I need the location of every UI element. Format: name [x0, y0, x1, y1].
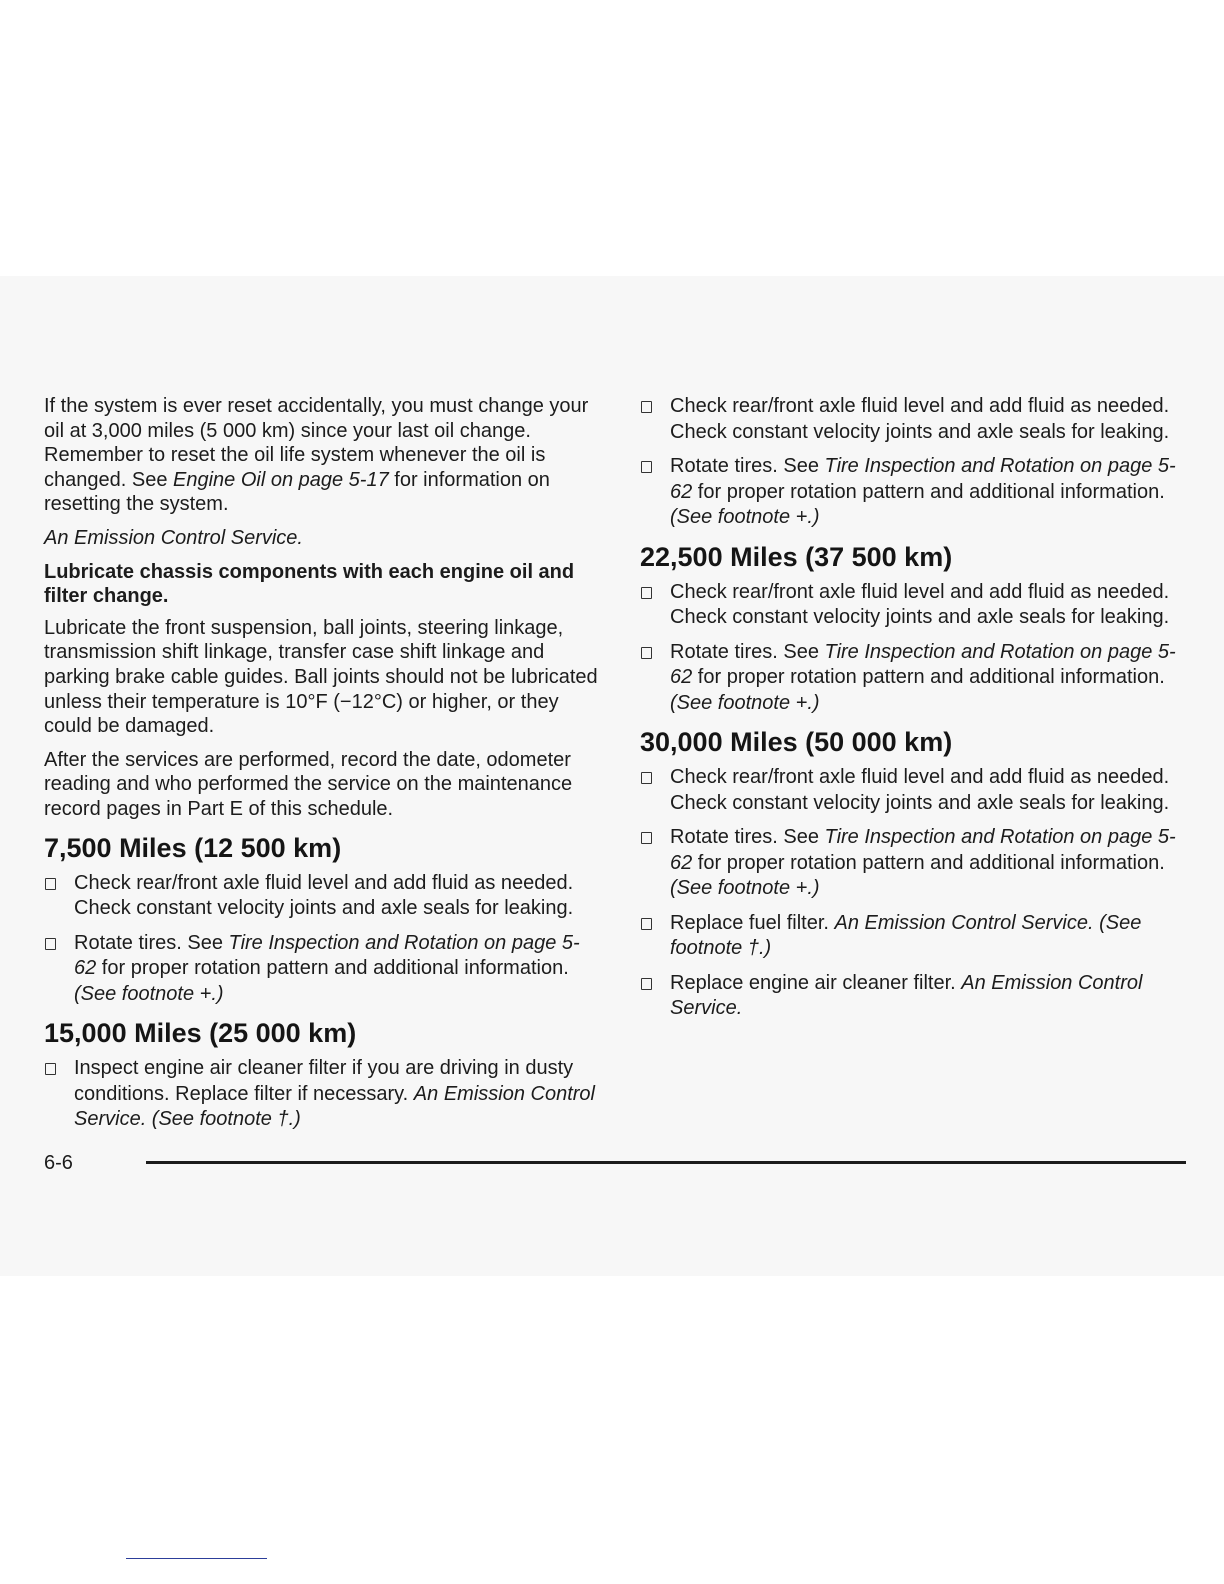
tire-rotation-reference[interactable]: Tire Inspection and Rotation on page 5-62 [670, 826, 1176, 874]
lubricate-heading: Lubricate chassis components with each engine oil and filter change. [44, 560, 575, 608]
checklist-item: Check rear/front axle fluid level and add fluid as needed. Check constant velocity joints and axle seals for leaking. [640, 394, 1188, 445]
engine-oil-reference[interactable]: Engine Oil on page 5-17 [173, 468, 389, 491]
checklist-item: Check rear/front axle fluid level and add fluid as needed. Check constant velocity joints and axle seals for leaking. [640, 580, 1188, 631]
checklist-item: Rotate tires. See Tire Inspection and Rotation on page 5-62 for proper rotation pattern and additional information. (See footnote +.) [640, 454, 1188, 531]
checkbox-icon [45, 1063, 56, 1075]
emission-service-note: An Emission Control Service. (See footnote †.) [74, 1082, 595, 1130]
heading-30000-miles: 30,000 Miles (50 000 km) [640, 727, 953, 757]
checkbox-icon [641, 461, 652, 473]
checklist-item: Inspect engine air cleaner filter if you are driving in dusty conditions. Replace filter if necessary. An Emission Control Service. (See footnote †.) [44, 1056, 600, 1133]
heading-22500-miles: 22,500 Miles (37 500 km) [640, 541, 953, 572]
checklist-item: Rotate tires. See Tire Inspection and Rotation on page 5-62 for proper rotation pattern and additional information. (See footnote +.) [640, 640, 1188, 717]
checkbox-icon [641, 647, 652, 659]
tire-rotation-reference[interactable]: Tire Inspection and Rotation on page 5-62 [670, 640, 1176, 688]
checklist-item: Rotate tires. See Tire Inspection and Rotation on page 5-62 for proper rotation pattern and additional information. (See footnote +.) [44, 931, 600, 1008]
heading-15000-miles: 15,000 Miles (25 000 km) [44, 1018, 357, 1048]
checkbox-icon [641, 587, 652, 599]
emission-service-note: An Emission Control Service. [670, 971, 1143, 1019]
tire-rotation-reference[interactable]: Tire Inspection and Rotation on page 5-62 [670, 455, 1176, 503]
left-column [44, 394, 600, 1142]
footer-divider [146, 1161, 1186, 1164]
footnote-reference: (See footnote +.) [670, 877, 820, 899]
checklist-item: Check rear/front axle fluid level and add fluid as needed. Check constant velocity joints and axle seals for leaking. [44, 871, 600, 922]
footnote-reference: (See footnote +.) [670, 691, 820, 714]
intro-paragraph: If the system is ever reset accidentally, you must change your oil at 3,000 miles (5 000 km) since your last oil change. Remember to reset the oil life system whenever the oil is changed. See Engine Oil on page 5-17 for information on resetting the system. [44, 395, 589, 516]
tire-rotation-reference[interactable]: Tire Inspection and Rotation on page 5-62 [74, 931, 580, 979]
checklist-item: Replace fuel filter. An Emission Control Service. (See footnote †.) [640, 911, 1188, 962]
heading-7500-miles: 7,500 Miles (12 500 km) [44, 832, 342, 863]
page-number: 6-6 [44, 1152, 73, 1174]
checklist-item: Rotate tires. See Tire Inspection and Rotation on page 5-62 for proper rotation pattern and additional information. (See footnote +.) [640, 825, 1188, 902]
right-column [640, 394, 1188, 1031]
footnote-reference: (See footnote +.) [74, 982, 224, 1005]
checklist-item: Replace engine air cleaner filter. An Emission Control Service. [640, 971, 1188, 1022]
checkbox-icon [641, 918, 652, 930]
lubricate-paragraph: Lubricate the front suspension, ball joints, steering linkage, transmission shift linkage, transfer case shift linkage and parking brake cable guides. Ball joints should not be lubricated unless their temperature is 10°F (−12°C) or higher, or they could be damaged. [44, 616, 598, 738]
checkbox-icon [45, 938, 56, 950]
checklist-item: Check rear/front axle fluid level and add fluid as needed. Check constant velocity joints and axle seals for leaking. [640, 765, 1188, 816]
bottom-link-underline [126, 1558, 267, 1559]
checkbox-icon [45, 878, 56, 890]
emission-note: An Emission Control Service. [44, 526, 303, 549]
checkbox-icon [641, 978, 652, 990]
checkbox-icon [641, 772, 652, 784]
checkbox-icon [641, 401, 652, 413]
checkbox-icon [641, 832, 652, 844]
emission-service-note: An Emission Control Service. (See footnote †.) [670, 911, 1142, 959]
record-paragraph: After the services are performed, record the date, odometer reading and who performed the service on the maintenance record pages in Part E of this schedule. [44, 748, 573, 820]
footnote-reference: (See footnote +.) [670, 506, 820, 528]
